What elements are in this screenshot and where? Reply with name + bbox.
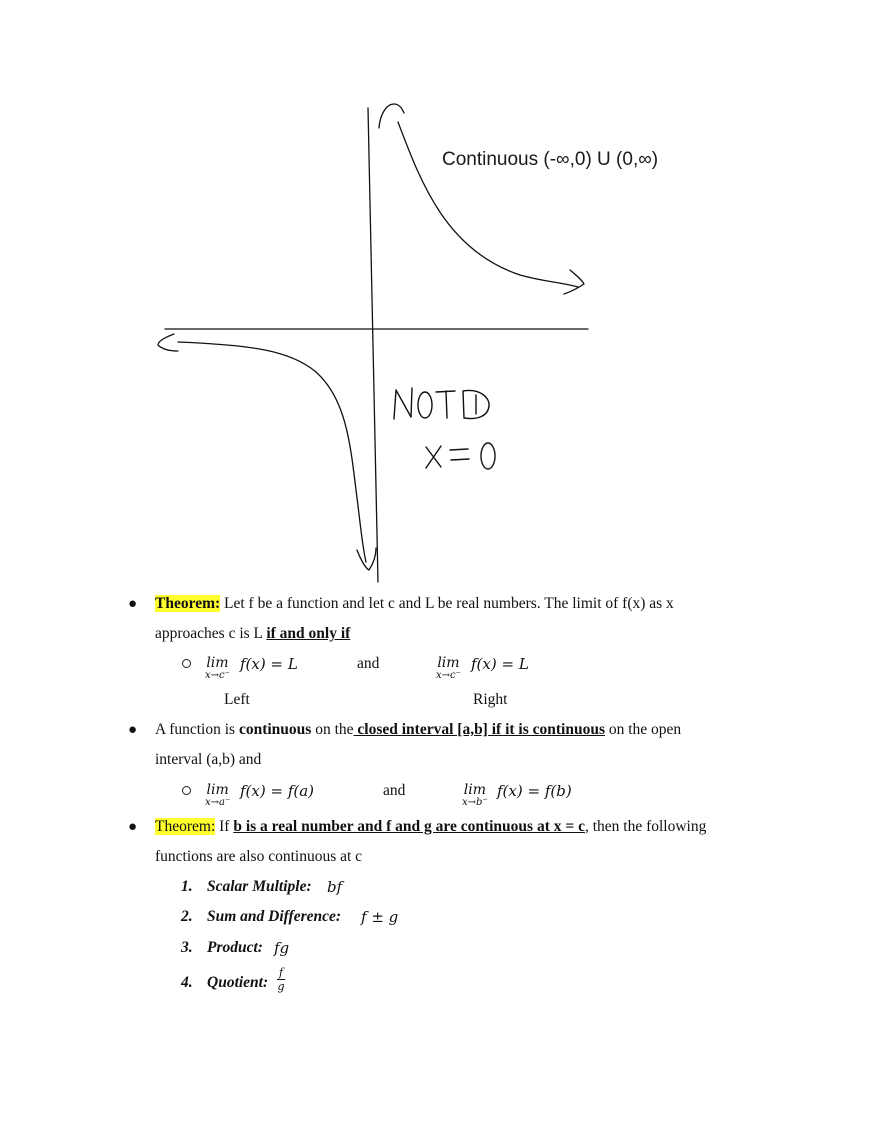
item-expr: bf	[327, 878, 343, 896]
left-arrowhead	[158, 334, 178, 351]
limit-a-expr: f(x) = f(a)	[240, 782, 315, 800]
bullet: ●	[128, 819, 138, 835]
lim-word: lim	[206, 655, 229, 671]
item-label: Scalar Multiple:	[207, 878, 312, 895]
lim-subscript: x→c⁻	[205, 670, 230, 681]
note-x-equals-0	[426, 443, 495, 469]
left-limit	[205, 656, 230, 681]
limit-a	[205, 783, 230, 808]
theorem2-line2: functions are also continuous at c	[155, 848, 363, 865]
item-number: 3.	[181, 939, 193, 956]
right-label: Right	[473, 691, 508, 708]
item-number: 2.	[181, 908, 193, 925]
theorem2-label: Theorem:	[155, 818, 216, 835]
left-limit-expr: f(x) = L	[240, 655, 298, 673]
lim-word: lim	[463, 782, 486, 798]
y-axis	[368, 108, 378, 582]
theorem2-text-a: If	[215, 818, 234, 835]
lim-word: lim	[437, 655, 460, 671]
upper-arrowhead	[379, 104, 404, 128]
theorem1-line2	[155, 625, 350, 643]
theorem1-emph: if and only if	[266, 625, 351, 642]
and-word: and	[357, 655, 380, 672]
theorem1-label: Theorem:	[155, 595, 221, 612]
sub-bullet	[182, 786, 191, 795]
limit-b	[462, 783, 488, 808]
continuity-emph: closed interval [a,b] if it is continuous	[353, 721, 605, 738]
sub-bullet	[182, 659, 191, 668]
down-arrowhead	[357, 548, 376, 570]
quotient-fraction	[277, 966, 285, 993]
item-expr: f ± g	[361, 908, 399, 926]
item-number: 4.	[181, 974, 193, 991]
lower-branch-curve	[178, 342, 366, 562]
continuity-text-c: on the open	[604, 721, 682, 738]
theorem1-text-b: approaches c is L	[155, 625, 267, 642]
item-label: Sum and Difference:	[207, 908, 342, 925]
bullet: ●	[128, 596, 138, 612]
theorem2-line1	[155, 818, 706, 836]
item-label: Product:	[207, 939, 263, 956]
graph-caption: Continuous (-∞,0) U (0,∞)	[442, 149, 659, 170]
note-not-d	[394, 388, 489, 419]
continuity-text-b: on the	[311, 721, 354, 738]
continuity-line1	[155, 721, 681, 739]
limit-b-expr: f(x) = f(b)	[497, 782, 572, 800]
left-label: Left	[224, 691, 250, 708]
fraction-denominator: g	[277, 980, 285, 993]
lim-subscript: x→a⁻	[205, 797, 231, 808]
item-label: Quotient:	[207, 974, 269, 991]
bullet: ●	[128, 722, 138, 738]
continuity-line2: interval (a,b) and	[155, 751, 262, 768]
right-arrowhead	[564, 270, 584, 294]
theorem2-emph: b is a real number and f and g are continuous at x = c	[233, 818, 585, 835]
continuity-text-a: A function is	[155, 721, 239, 738]
item-number: 1.	[181, 878, 193, 895]
upper-branch-curve	[398, 122, 578, 287]
continuity-bold: continuous	[238, 721, 312, 738]
theorem1-text-a: Let f be a function and let c and L be real numbers. The limit of f(x) as x	[220, 595, 674, 612]
lim-subscript: x→b⁻	[462, 797, 488, 808]
right-limit-expr: f(x) = L	[471, 655, 529, 673]
fraction-numerator: f	[278, 966, 284, 979]
theorem2-text-b: , then the following	[584, 818, 707, 835]
lim-word: lim	[206, 782, 229, 798]
theorem1-line1	[155, 595, 674, 613]
lim-subscript: x→c⁻	[436, 670, 461, 681]
item-expr: fg	[274, 939, 290, 957]
right-limit	[436, 656, 461, 681]
and-word: and	[383, 782, 406, 799]
